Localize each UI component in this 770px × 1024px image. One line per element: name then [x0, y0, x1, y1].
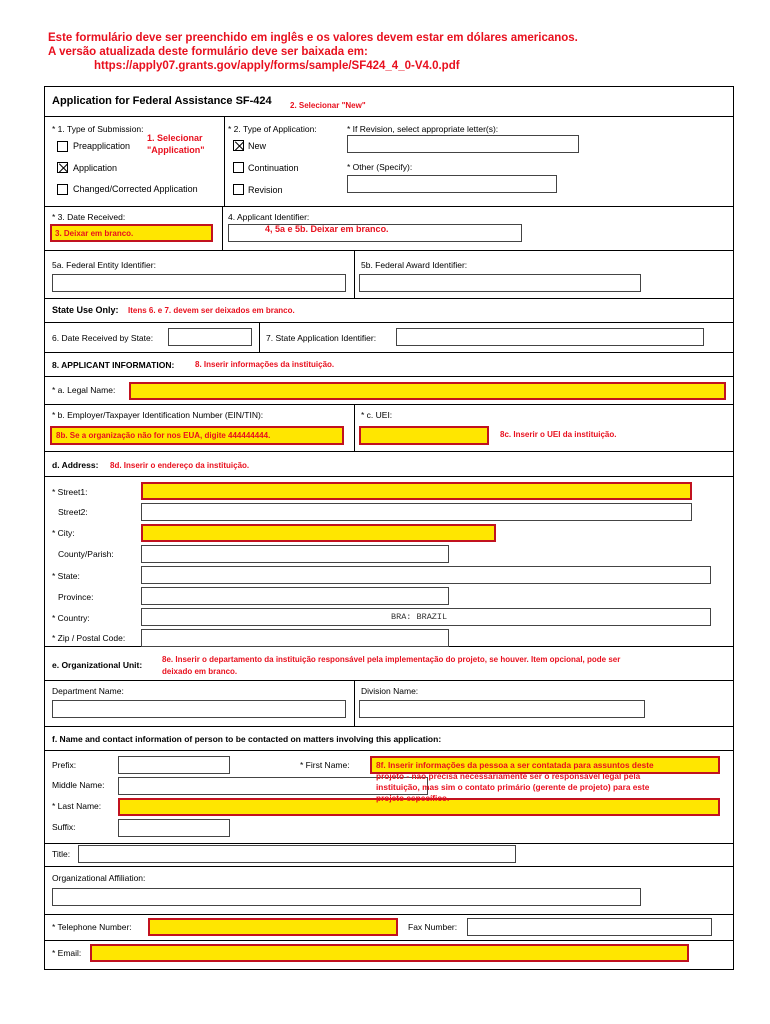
- zip-field[interactable]: [141, 629, 449, 647]
- identifier-instruction: 4, 5a e 5b. Deixar em branco.: [265, 224, 389, 234]
- revision-label: Revision: [248, 185, 283, 195]
- new-checkbox[interactable]: [233, 140, 244, 151]
- federal-entity-label: 5a. Federal Entity Identifier:: [52, 260, 156, 270]
- zip-label: * Zip / Postal Code:: [52, 633, 126, 643]
- contact-instruction: projeto - não precisa necessariamente ser o responsável legal pela: [376, 771, 641, 781]
- uei-label: * c. UEI:: [361, 410, 393, 420]
- revision-checkbox[interactable]: [233, 184, 244, 195]
- applicant-identifier-label: 4. Applicant Identifier:: [228, 212, 310, 222]
- org-unit-header: e. Organizational Unit:: [52, 660, 143, 670]
- divider: [44, 680, 734, 681]
- state-field[interactable]: [141, 566, 711, 584]
- last-name-label: * Last Name:: [52, 801, 102, 811]
- street2-field[interactable]: [141, 503, 692, 521]
- state-app-id-field[interactable]: [396, 328, 704, 346]
- fax-label: Fax Number:: [408, 922, 458, 932]
- city-field[interactable]: [141, 524, 496, 542]
- org-affiliation-label: Organizational Affiliation:: [52, 873, 146, 883]
- divider: [44, 298, 734, 299]
- divider: [44, 866, 734, 867]
- divider: [44, 726, 734, 727]
- divider: [44, 116, 734, 117]
- address-instruction: 8d. Inserir o endereço da instituição.: [110, 461, 250, 470]
- other-specify-label: * Other (Specify):: [347, 162, 413, 172]
- country-value: BRA: BRAZIL: [391, 612, 448, 622]
- new-label: New: [248, 141, 267, 151]
- divider: [44, 451, 734, 452]
- divider: [44, 476, 734, 477]
- revision-letter-label: * If Revision, select appropriate letter(s):: [347, 124, 499, 134]
- org-unit-instruction: 8e. Inserir o departamento da instituição responsável pela implementação do projeto, se houver. Item opcional, pode ser: [162, 655, 621, 664]
- form-title: Application for Federal Assistance SF-424: [52, 95, 272, 107]
- date-received-instruction: 3. Deixar em branco.: [55, 229, 134, 238]
- state-app-id-label: 7. State Application Identifier:: [266, 333, 377, 343]
- division-field[interactable]: [359, 700, 645, 718]
- continuation-label: Continuation: [248, 163, 299, 173]
- divider: [44, 843, 734, 844]
- title-field[interactable]: [78, 845, 516, 863]
- county-field[interactable]: [141, 545, 449, 563]
- applicant-info-instruction: 8. Inserir informações da instituição.: [195, 360, 335, 369]
- instruction-download: A versão atualizada deste formulário deve ser baixada em:: [48, 46, 368, 58]
- contact-instruction: projeto específico.: [376, 793, 450, 803]
- date-received-label: * 3. Date Received:: [52, 212, 126, 222]
- prefix-field[interactable]: [118, 756, 230, 774]
- telephone-label: * Telephone Number:: [52, 922, 132, 932]
- title-instruction: 2. Selecionar "New": [290, 101, 366, 110]
- street2-label: Street2:: [58, 507, 88, 517]
- title-label: Title:: [52, 849, 71, 859]
- submission-instruction: 1. Selecionar: [147, 133, 203, 143]
- revision-letter-field[interactable]: [347, 135, 579, 153]
- org-unit-instruction: deixado em branco.: [162, 667, 238, 676]
- submission-type-label: * 1. Type of Submission:: [52, 124, 144, 134]
- column-divider: [259, 322, 260, 352]
- department-field[interactable]: [52, 700, 346, 718]
- street1-field[interactable]: [141, 482, 692, 500]
- prefix-label: Prefix:: [52, 760, 77, 770]
- fax-field[interactable]: [467, 918, 712, 936]
- divider: [44, 250, 734, 251]
- state-label: * State:: [52, 571, 80, 581]
- email-field[interactable]: [90, 944, 689, 962]
- ein-label: * b. Employer/Taxpayer Identification Number (EIN/TIN):: [52, 410, 264, 420]
- state-use-instruction: Itens 6. e 7. devem ser deixados em branco.: [128, 306, 295, 315]
- uei-instruction: 8c. Inserir o UEI da instituição.: [500, 430, 617, 439]
- country-label: * Country:: [52, 613, 90, 623]
- federal-entity-field[interactable]: [52, 274, 346, 292]
- county-label: County/Parish:: [58, 549, 114, 559]
- address-header: d. Address:: [52, 460, 99, 470]
- federal-award-field[interactable]: [359, 274, 641, 292]
- column-divider: [222, 206, 223, 250]
- continuation-checkbox[interactable]: [233, 162, 244, 173]
- submission-instruction: "Application": [147, 145, 205, 155]
- contact-instruction: 8f. Inserir informações da pessoa a ser contatada para assuntos deste: [376, 760, 654, 770]
- changed-corrected-label: Changed/Corrected Application: [73, 184, 198, 194]
- state-date-field[interactable]: [168, 328, 252, 346]
- instruction-language: Este formulário deve ser preenchido em inglês e os valores devem estar em dólares americanos.: [48, 32, 578, 44]
- province-label: Province:: [58, 592, 94, 602]
- divider: [44, 940, 734, 941]
- suffix-label: Suffix:: [52, 822, 76, 832]
- form-download-link[interactable]: https://apply07.grants.gov/apply/forms/sample/SF424_4_0-V4.0.pdf: [94, 60, 460, 72]
- divider: [44, 914, 734, 915]
- province-field[interactable]: [141, 587, 449, 605]
- preapplication-checkbox[interactable]: [57, 141, 68, 152]
- federal-award-label: 5b. Federal Award Identifier:: [361, 260, 468, 270]
- divider: [44, 750, 734, 751]
- other-specify-field[interactable]: [347, 175, 557, 193]
- division-label: Division Name:: [361, 686, 419, 696]
- changed-corrected-checkbox[interactable]: [57, 184, 68, 195]
- contact-header: f. Name and contact information of person to be contacted on matters involving this application:: [52, 734, 442, 744]
- application-label: Application: [73, 163, 118, 173]
- legal-name-label: * a. Legal Name:: [52, 385, 116, 395]
- email-label: * Email:: [52, 948, 82, 958]
- applicant-info-header: 8. APPLICANT INFORMATION:: [52, 360, 175, 370]
- column-divider: [354, 404, 355, 451]
- divider: [44, 352, 734, 353]
- suffix-field[interactable]: [118, 819, 230, 837]
- contact-instruction: instituição, mas sim o contato primário (gerente de projeto) para este: [376, 782, 650, 792]
- application-type-label: * 2. Type of Application:: [228, 124, 317, 134]
- column-divider: [354, 250, 355, 298]
- state-use-header: State Use Only:: [52, 305, 119, 315]
- divider: [44, 404, 734, 405]
- city-label: * City:: [52, 528, 75, 538]
- org-affiliation-field[interactable]: [52, 888, 641, 906]
- preapplication-label: Preapplication: [73, 141, 131, 151]
- telephone-field[interactable]: [148, 918, 398, 936]
- divider: [44, 206, 734, 207]
- divider: [44, 322, 734, 323]
- divider: [44, 376, 734, 377]
- first-name-label: * First Name:: [300, 760, 350, 770]
- uei-field[interactable]: [359, 426, 489, 445]
- legal-name-field[interactable]: [129, 382, 726, 400]
- middle-name-label: Middle Name:: [52, 780, 105, 790]
- department-label: Department Name:: [52, 686, 124, 696]
- state-date-label: 6. Date Received by State:: [52, 333, 154, 343]
- application-checkbox[interactable]: [57, 162, 68, 173]
- ein-instruction: 8b. Se a organização não for nos EUA, digite 444444444.: [56, 431, 271, 440]
- street1-label: * Street1:: [52, 487, 88, 497]
- column-divider: [224, 116, 225, 206]
- column-divider: [354, 680, 355, 726]
